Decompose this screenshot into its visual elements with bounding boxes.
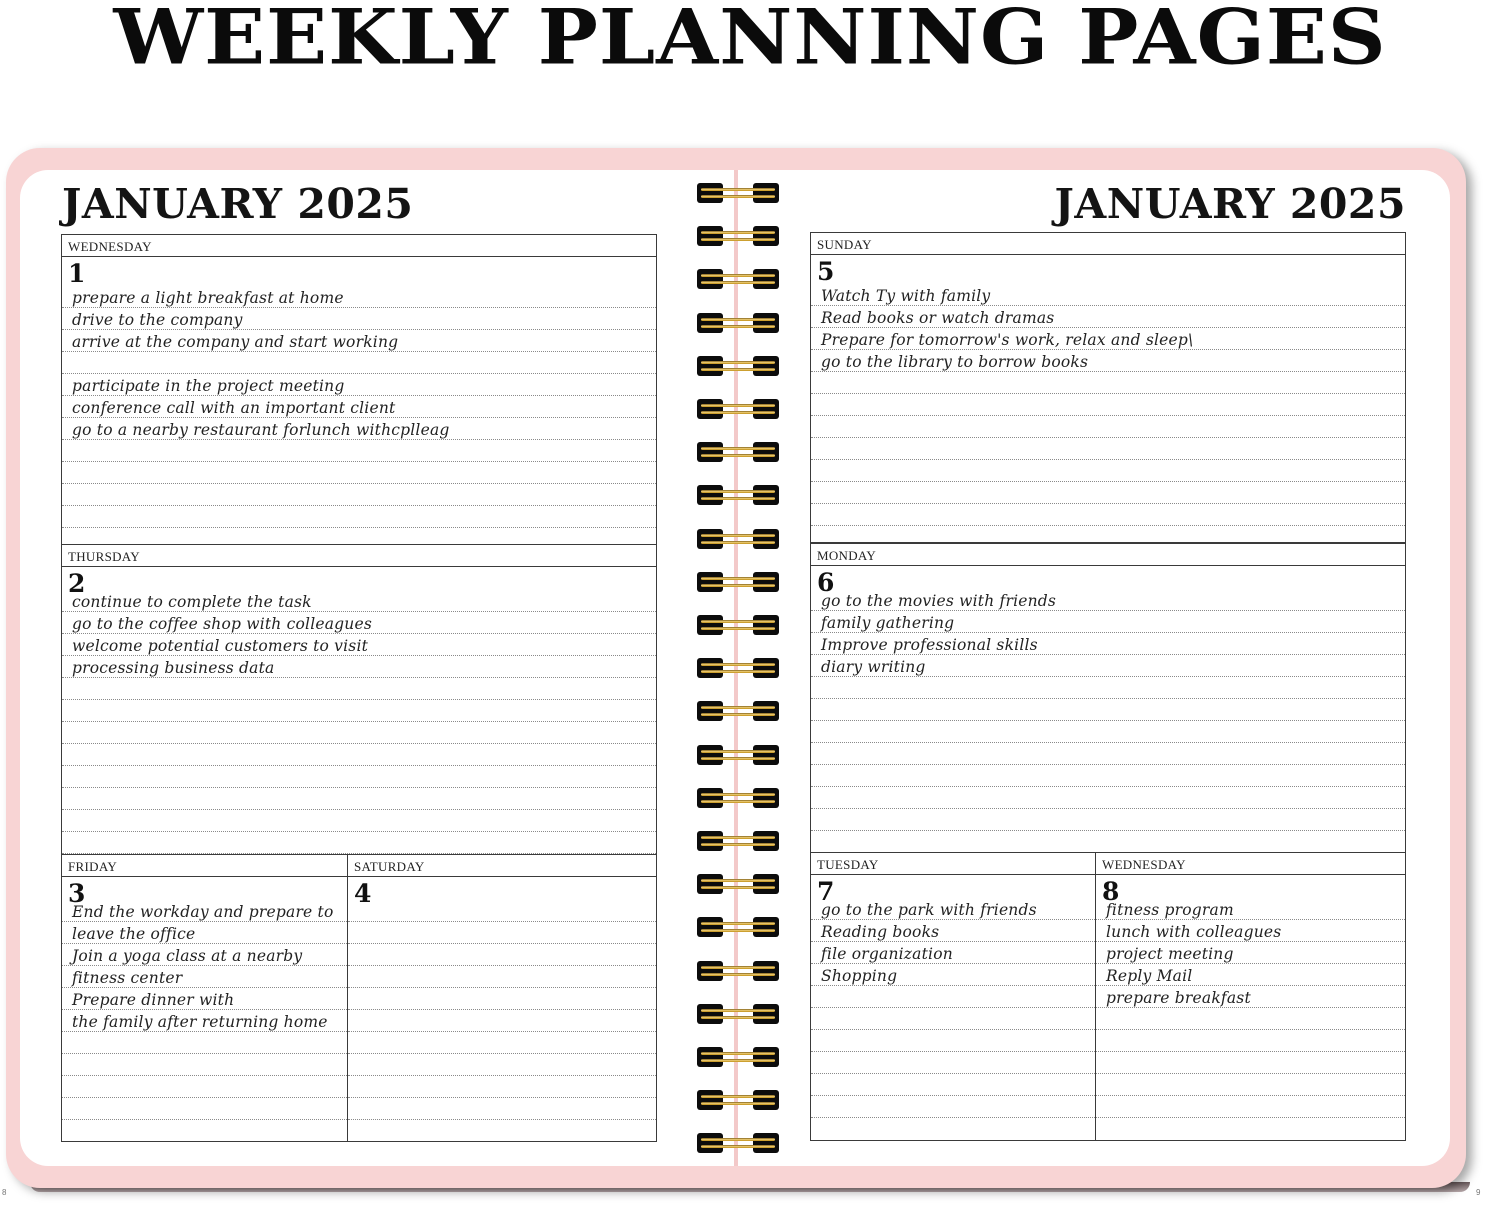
binding-ring bbox=[697, 831, 779, 851]
day-header-rule bbox=[62, 876, 347, 877]
writing-line bbox=[811, 1007, 1095, 1008]
writing-line bbox=[348, 1009, 656, 1010]
day-header-rule bbox=[62, 566, 656, 567]
day-header-rule bbox=[811, 565, 1405, 566]
task-entry: fitness center bbox=[72, 969, 183, 987]
task-entry: fitness program bbox=[1106, 901, 1234, 919]
writing-line bbox=[811, 742, 1405, 743]
task-entry: family gathering bbox=[821, 614, 955, 632]
writing-line bbox=[348, 965, 656, 966]
task-entry: participate in the project meeting bbox=[72, 377, 345, 395]
writing-line bbox=[811, 437, 1405, 438]
binding-ring bbox=[697, 183, 779, 203]
day-cell-tuesday-7[interactable] bbox=[810, 852, 1096, 1141]
writing-line bbox=[811, 764, 1405, 765]
writing-line bbox=[811, 525, 1405, 526]
writing-line bbox=[62, 1075, 347, 1076]
writing-line bbox=[348, 1119, 656, 1120]
writing-line bbox=[62, 373, 656, 374]
task-entry: conference call with an important client bbox=[72, 399, 396, 417]
binding-ring bbox=[697, 529, 779, 549]
writing-line bbox=[62, 527, 656, 528]
day-header-rule bbox=[62, 256, 656, 257]
writing-line bbox=[62, 787, 656, 788]
writing-line bbox=[62, 505, 656, 506]
task-entry: drive to the company bbox=[72, 311, 243, 329]
writing-line bbox=[811, 481, 1405, 482]
task-entry: go to a nearby restaurant forlunch withcplleag bbox=[72, 421, 450, 439]
day-number: 8 bbox=[1102, 877, 1120, 906]
writing-line bbox=[62, 307, 656, 308]
task-entry: go to the coffee shop with colleagues bbox=[72, 615, 372, 633]
task-entry: Reply Mail bbox=[1106, 967, 1193, 985]
day-header-rule bbox=[1096, 874, 1405, 875]
writing-line bbox=[811, 654, 1405, 655]
right-month-title: JANUARY 2025 bbox=[1054, 180, 1406, 228]
day-name: FRIDAY bbox=[68, 859, 118, 874]
day-name: TUESDAY bbox=[817, 857, 879, 872]
binding-ring bbox=[697, 1133, 779, 1153]
writing-line bbox=[811, 808, 1405, 809]
writing-line bbox=[348, 1053, 656, 1054]
task-entry: continue to complete the task bbox=[72, 593, 312, 611]
task-entry: Join a yoga class at a nearby bbox=[72, 947, 303, 965]
writing-line bbox=[1096, 985, 1405, 986]
binding-ring bbox=[697, 874, 779, 894]
writing-line bbox=[62, 987, 347, 988]
right-page-number: 9 bbox=[1476, 1188, 1481, 1197]
writing-line bbox=[62, 1053, 347, 1054]
day-number: 1 bbox=[68, 259, 86, 288]
writing-line bbox=[811, 305, 1405, 306]
writing-line bbox=[811, 720, 1405, 721]
left-page-number: 8 bbox=[2, 1188, 7, 1197]
writing-line bbox=[811, 1073, 1095, 1074]
writing-line bbox=[1096, 1029, 1405, 1030]
task-entry: go to the park with friends bbox=[821, 901, 1037, 919]
writing-line bbox=[811, 632, 1405, 633]
task-entry: diary writing bbox=[821, 658, 926, 676]
writing-line bbox=[811, 327, 1405, 328]
binding-ring bbox=[697, 1047, 779, 1067]
writing-line bbox=[811, 1117, 1095, 1118]
binding-ring bbox=[697, 399, 779, 419]
writing-line bbox=[62, 655, 656, 656]
writing-line bbox=[811, 830, 1405, 831]
task-entry: prepare a light breakfast at home bbox=[72, 289, 344, 307]
writing-line bbox=[348, 1031, 656, 1032]
writing-line bbox=[62, 483, 656, 484]
task-entry: End the workday and prepare to bbox=[72, 903, 334, 921]
binding-ring bbox=[697, 226, 779, 246]
writing-line bbox=[62, 329, 656, 330]
writing-line bbox=[62, 765, 656, 766]
writing-line bbox=[62, 699, 656, 700]
writing-line bbox=[811, 676, 1405, 677]
task-entry: the family after returning home bbox=[72, 1013, 328, 1031]
writing-line bbox=[811, 963, 1095, 964]
writing-line bbox=[62, 677, 656, 678]
task-entry: leave the office bbox=[72, 925, 196, 943]
binding-ring bbox=[697, 961, 779, 981]
writing-line bbox=[811, 349, 1405, 350]
writing-line bbox=[62, 921, 347, 922]
writing-line bbox=[62, 721, 656, 722]
left-month-title: JANUARY 2025 bbox=[62, 180, 414, 228]
task-entry: Prepare for tomorrow's work, relax and sleep\ bbox=[821, 331, 1194, 349]
day-number: 3 bbox=[68, 879, 86, 908]
writing-line bbox=[348, 987, 656, 988]
writing-line bbox=[62, 1009, 347, 1010]
day-header-rule bbox=[348, 876, 656, 877]
task-entry: welcome potential customers to visit bbox=[72, 637, 369, 655]
writing-line bbox=[62, 633, 656, 634]
writing-line bbox=[348, 1075, 656, 1076]
day-number: 6 bbox=[817, 568, 835, 597]
writing-line bbox=[811, 985, 1095, 986]
binding-ring bbox=[697, 442, 779, 462]
writing-line bbox=[62, 417, 656, 418]
writing-line bbox=[62, 439, 656, 440]
day-number: 4 bbox=[354, 879, 372, 908]
task-entry: Prepare dinner with bbox=[72, 991, 235, 1009]
task-entry: arrive at the company and start working bbox=[72, 333, 399, 351]
writing-line bbox=[62, 611, 656, 612]
day-cell-thursday-2[interactable] bbox=[61, 544, 657, 855]
day-cell-wednesday-8[interactable] bbox=[1095, 852, 1406, 1141]
task-entry: Watch Ty with family bbox=[821, 287, 991, 305]
page-heading: WEEKLY PLANNING PAGES bbox=[113, 0, 1387, 82]
writing-line bbox=[1096, 1117, 1405, 1118]
binding-ring bbox=[697, 1004, 779, 1024]
writing-line bbox=[811, 786, 1405, 787]
writing-line bbox=[62, 965, 347, 966]
writing-line bbox=[811, 1095, 1095, 1096]
writing-line bbox=[1096, 1095, 1405, 1096]
writing-line bbox=[811, 610, 1405, 611]
task-entry: go to the movies with friends bbox=[821, 592, 1057, 610]
writing-line bbox=[811, 371, 1405, 372]
day-number: 5 bbox=[817, 257, 835, 286]
binding-ring bbox=[697, 745, 779, 765]
binding-ring bbox=[697, 917, 779, 937]
day-number: 2 bbox=[68, 569, 86, 598]
writing-line bbox=[62, 395, 656, 396]
writing-line bbox=[811, 919, 1095, 920]
writing-line bbox=[811, 698, 1405, 699]
day-number: 7 bbox=[817, 877, 835, 906]
writing-line bbox=[1096, 1007, 1405, 1008]
task-entry: project meeting bbox=[1106, 945, 1234, 963]
day-cell-friday-3[interactable] bbox=[61, 854, 348, 1142]
day-name: WEDNESDAY bbox=[1102, 857, 1186, 872]
writing-line bbox=[1096, 1051, 1405, 1052]
binding-ring bbox=[697, 356, 779, 376]
day-name: MONDAY bbox=[817, 548, 877, 563]
writing-line bbox=[1096, 919, 1405, 920]
binding-ring bbox=[697, 572, 779, 592]
day-header-rule bbox=[811, 254, 1405, 255]
task-entry: lunch with colleagues bbox=[1106, 923, 1282, 941]
writing-line bbox=[811, 459, 1405, 460]
writing-line bbox=[348, 921, 656, 922]
day-cell-saturday-4[interactable] bbox=[347, 854, 657, 1142]
writing-line bbox=[62, 1119, 347, 1120]
binding-ring bbox=[697, 701, 779, 721]
task-entry: Read books or watch dramas bbox=[821, 309, 1055, 327]
writing-line bbox=[62, 351, 656, 352]
writing-line bbox=[811, 1051, 1095, 1052]
task-entry: Improve professional skills bbox=[821, 636, 1038, 654]
day-cell-sunday-5[interactable] bbox=[810, 232, 1406, 543]
binding-ring bbox=[697, 313, 779, 333]
task-entry: file organization bbox=[821, 945, 953, 963]
binding-ring bbox=[697, 1090, 779, 1110]
binding-ring bbox=[697, 658, 779, 678]
writing-line bbox=[62, 461, 656, 462]
writing-line bbox=[811, 415, 1405, 416]
writing-line bbox=[1096, 941, 1405, 942]
writing-line bbox=[811, 1029, 1095, 1030]
binding-ring bbox=[697, 269, 779, 289]
task-entry: go to the library to borrow books bbox=[821, 353, 1089, 371]
binding-ring bbox=[697, 788, 779, 808]
writing-line bbox=[1096, 963, 1405, 964]
writing-line bbox=[811, 393, 1405, 394]
writing-line bbox=[62, 831, 656, 832]
day-cell-monday-6[interactable] bbox=[810, 543, 1406, 854]
writing-line bbox=[62, 943, 347, 944]
task-entry: Shopping bbox=[821, 967, 898, 985]
binding-ring bbox=[697, 485, 779, 505]
writing-line bbox=[1096, 1073, 1405, 1074]
task-entry: prepare breakfast bbox=[1106, 989, 1251, 1007]
writing-line bbox=[62, 1031, 347, 1032]
writing-line bbox=[348, 1097, 656, 1098]
day-name: WEDNESDAY bbox=[68, 239, 152, 254]
task-entry: processing business data bbox=[72, 659, 275, 677]
day-cell-wednesday-1[interactable] bbox=[61, 234, 657, 545]
writing-line bbox=[62, 1097, 347, 1098]
writing-line bbox=[811, 503, 1405, 504]
binding-ring bbox=[697, 615, 779, 635]
day-header-rule bbox=[811, 874, 1095, 875]
writing-line bbox=[348, 943, 656, 944]
writing-line bbox=[62, 743, 656, 744]
writing-line bbox=[811, 941, 1095, 942]
writing-line bbox=[62, 809, 656, 810]
day-name: THURSDAY bbox=[68, 549, 140, 564]
task-entry: Reading books bbox=[821, 923, 940, 941]
day-name: SATURDAY bbox=[354, 859, 425, 874]
day-name: SUNDAY bbox=[817, 237, 872, 252]
